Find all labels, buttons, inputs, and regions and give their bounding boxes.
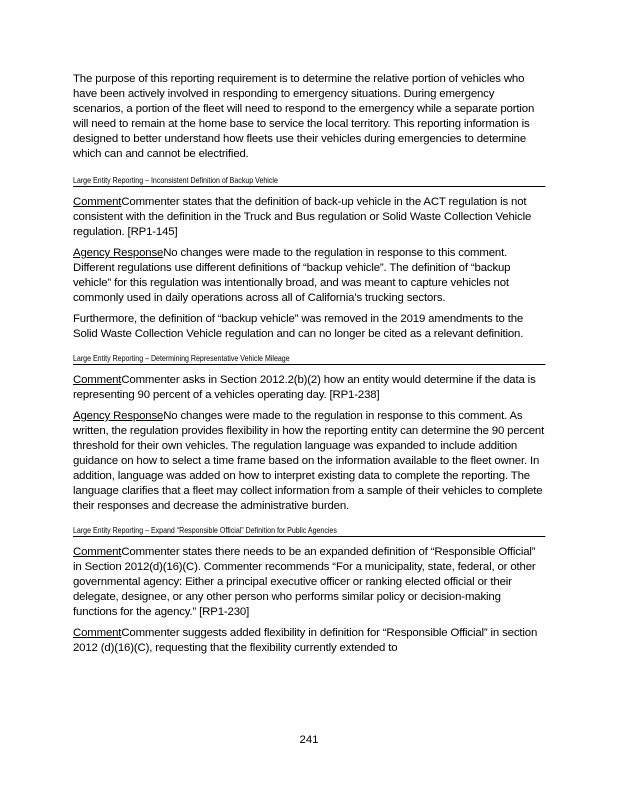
comment-text: Commenter asks in Section 2012.2(b)(2) how an entity would determine if the data is representing 90 percent of a vehicles operating day. [RP1-238] (73, 374, 536, 401)
section-heading: Large Entity Reporting – Determining Representative Vehicle Mileage (73, 353, 545, 365)
response-paragraph (73, 246, 545, 306)
intro-paragraph: The purpose of this reporting requirement is to determine the relative portion of vehicles who have been actively involved in responding to emergency situations. During emergency scenarios, a portion of the fleet will need to respond to the emergency while a separate portion will need to remain at the home base to service the local territory. This reporting information is designed to better understand how fleets use their vehicles during emergencies to determine which can and cannot be electrified. (73, 73, 535, 160)
comment-paragraph (73, 545, 545, 620)
comment-label: Comment (73, 196, 122, 208)
comment-label: Comment (73, 374, 122, 386)
page-number: 241 (299, 734, 319, 746)
document-page (73, 72, 545, 662)
response-label: Agency Response (73, 247, 164, 259)
response-text: No changes were made to the regulation in response to this comment. As written, the regulation provides flexibility in how the reporting entity can determine the 90 percent threshold for their own vehicles. The regulation language was expanded to include addition guidance on how to select a time frame based on the information available to the fleet owner. In addition, language was added on how to interpret existing data to complete the reporting. The language clarifies that a fleet may collect information from a sample of their vehicles to complete their responses and decrease the administrative burden. (73, 410, 545, 512)
section-heading: Large Entity Reporting – Inconsistent Definition of Backup Vehicle (73, 175, 545, 187)
comment-text: Commenter states there needs to be an expanded definition of “Responsible Official” in Section 2012(d)(16)(C). Commenter recommends “For a municipality, state, federal, or other governmental agency: Either a principal executive officer or ranking elected official or their delegate, designee, or any other person who performs similar policy or decision-making functions for the agency.” [RP1-230] (73, 546, 536, 618)
comment-paragraph (73, 373, 545, 403)
extra-paragraph: Furthermore, the definition of “backup vehicle” was removed in the 2019 amendments to the Solid Waste Collection Vehicle regulation and can no longer be cited as a relevant definition. (73, 313, 524, 340)
comment-text: Commenter states that the definition of back-up vehicle in the ACT regulation is not consistent with the definition in the Truck and Bus regulation or Solid Waste Collection Vehicle regulation. [RP1-145] (73, 196, 532, 238)
comment-label: Comment (73, 627, 122, 639)
comment-text: Commenter suggests added flexibility in definition for “Responsible Official” in section 2012 (d)(16)(C), requesting that the flexibility currently extended to (73, 627, 538, 654)
response-label: Agency Response (73, 410, 164, 422)
comment-paragraph (73, 195, 545, 240)
comment-label: Comment (73, 546, 122, 558)
response-text: No changes were made to the regulation in response to this comment. Different regulations use different definitions of “backup vehicle”. The definition of “backup vehicle” for this regulation was intentionally broad, and was meant to capture vehicles not commonly used in daily operations across all of California’s trucking sectors. (73, 247, 511, 304)
comment-paragraph (73, 626, 545, 656)
response-paragraph (73, 409, 545, 514)
section-heading: Large Entity Reporting – Expand “Responsible Official” Definition for Public Agencies (73, 525, 545, 537)
